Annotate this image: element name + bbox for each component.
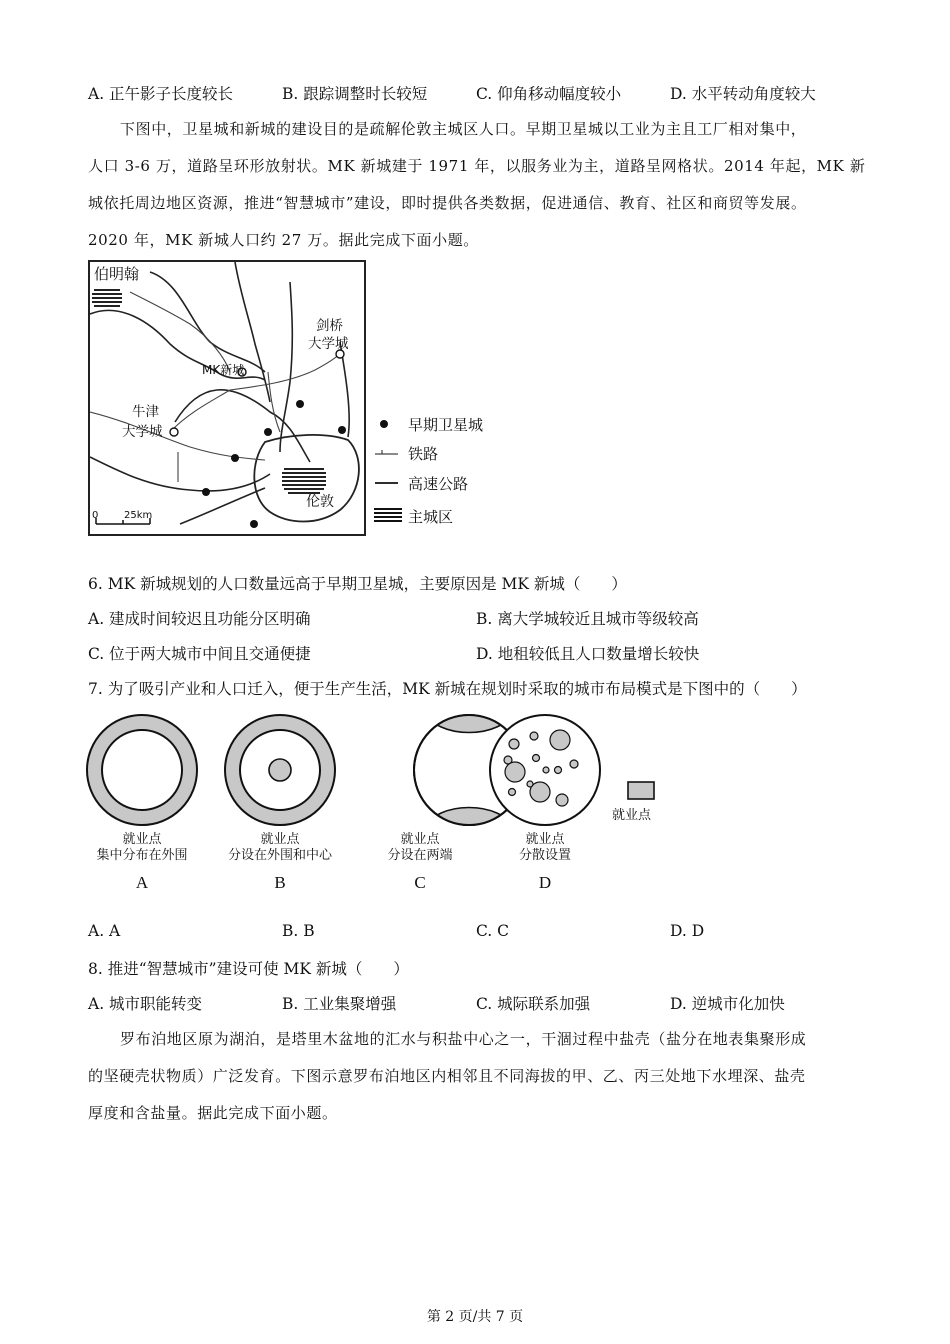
intro-lop-line2: 的坚硬壳状物质）广泛发育。下图示意罗布泊地区内相邻且不同海拔的甲、乙、丙三处地下水埋深、盐壳 [88, 1067, 806, 1085]
prev-option-c: C. 仰角移动幅度较小 [476, 85, 622, 103]
map-label-oxford-2: 大学城 [122, 424, 163, 440]
birmingham-hatch [92, 290, 122, 306]
map-label-cambridge-1: 剑桥 [316, 318, 343, 334]
diagram-a-caption-1: 就业点 [122, 832, 162, 847]
q6-option-d: D. 地租较低且人口数量增长较快 [476, 645, 700, 663]
page-footer: 第 2 页/共 7 页 [426, 1309, 524, 1325]
legend-satellite: 早期卫星城 [408, 416, 484, 434]
diagram-d-caption-1: 就业点 [525, 832, 565, 847]
legend-highway: 高速公路 [408, 475, 469, 493]
q7-option-c: C. C [476, 922, 510, 940]
intro-lop-line1: 罗布泊地区原为湖泊，是塔里木盆地的汇水与积盐中心之一，干涸过程中盐壳（盐分在地表集聚形成 [120, 1030, 807, 1048]
diagram-b-caption-1: 就业点 [260, 832, 300, 847]
q6-option-b: B. 离大学城较近且城市等级较高 [476, 610, 699, 628]
map-label-birmingham: 伯明翰 [94, 265, 140, 283]
prev-option-b: B. 跟踪调整时长较短 [282, 85, 428, 103]
map-label-mk: MK新城 [202, 363, 245, 377]
diagram-c-caption-2: 分设在两端 [387, 848, 453, 863]
map-label-cambridge-2: 大学城 [308, 336, 349, 352]
q8-option-d: D. 逆城市化加快 [670, 995, 785, 1013]
london-main-city-hatch [282, 467, 326, 495]
legend-railway: 铁路 [408, 445, 439, 463]
q7-legend-label: 就业点 [612, 808, 652, 823]
map-label-oxford-1: 牛津 [132, 404, 159, 420]
q6-stem: 6. MK 新城规划的人口数量远高于早期卫星城，主要原因是 MK 新城（ ） [88, 575, 627, 593]
intro-mk-line3: 城依托周边地区资源，推进“智慧城市”建设，即时提供各类数据，促进通信、教育、社区和商贸等发展。 [88, 194, 807, 212]
q8-option-c: C. 城际联系加强 [476, 995, 591, 1013]
prev-option-d: D. 水平转动角度较大 [670, 85, 816, 103]
diagram-d [490, 715, 600, 825]
prev-option-a: A. 正午影子长度较长 [88, 85, 234, 103]
diagram-c-caption-1: 就业点 [400, 832, 440, 847]
diagram-d-caption-2: 分散设置 [518, 848, 571, 863]
diagram-c-letter: C [414, 873, 426, 892]
map-label-london: 伦敦 [306, 494, 334, 510]
diagram-b-caption-2: 分设在外围和中心 [227, 848, 332, 863]
map-legend-symbols [372, 412, 408, 528]
scale-label: 25km [124, 510, 153, 521]
q7-option-b: B. B [282, 922, 315, 940]
q7-stem: 7. 为了吸引产业和人口迁入，便于生产生活，MK 新城在规划时采取的城市布局模式是下图中的（ ） [88, 680, 807, 698]
diagram-b-letter: B [274, 873, 286, 892]
intro-mk-line2: 人口 3-6 万，道路呈环形放射状。MK 新城建于 1971 年，以服务业为主，道路呈网格状。2014 年起，MK 新 [88, 157, 866, 175]
diagram-a-caption-2: 集中分布在外围 [96, 848, 188, 863]
q8-option-b: B. 工业集聚增强 [282, 995, 397, 1013]
q8-stem: 8. 推进“智慧城市”建设可使 MK 新城（ ） [88, 960, 409, 978]
q6-option-a: A. 建成时间较迟且功能分区明确 [88, 610, 311, 628]
scale-zero: 0 [92, 510, 99, 521]
intro-mk-line4: 2020 年，MK 新城人口约 27 万。据此完成下面小题。 [88, 231, 479, 249]
diagram-a [87, 715, 197, 825]
diagram-b [225, 715, 335, 825]
q7-option-d: D. D [670, 922, 705, 940]
q6-option-c: C. 位于两大城市中间且交通便捷 [88, 645, 311, 663]
legend-main-city: 主城区 [408, 508, 454, 526]
london-map [88, 260, 366, 536]
diagram-a-letter: A [135, 873, 149, 892]
intro-mk-line1: 下图中，卫星城和新城的建设目的是疏解伦敦主城区人口。早期卫星城以工业为主且工厂相对集中， [120, 120, 807, 138]
employment-legend-square [628, 782, 654, 799]
q7-option-a: A. A [88, 922, 121, 940]
intro-lop-line3: 厚度和含盐量。据此完成下面小题。 [88, 1104, 338, 1122]
diagram-d-letter: D [538, 873, 552, 892]
q8-option-a: A. 城市职能转变 [88, 995, 203, 1013]
